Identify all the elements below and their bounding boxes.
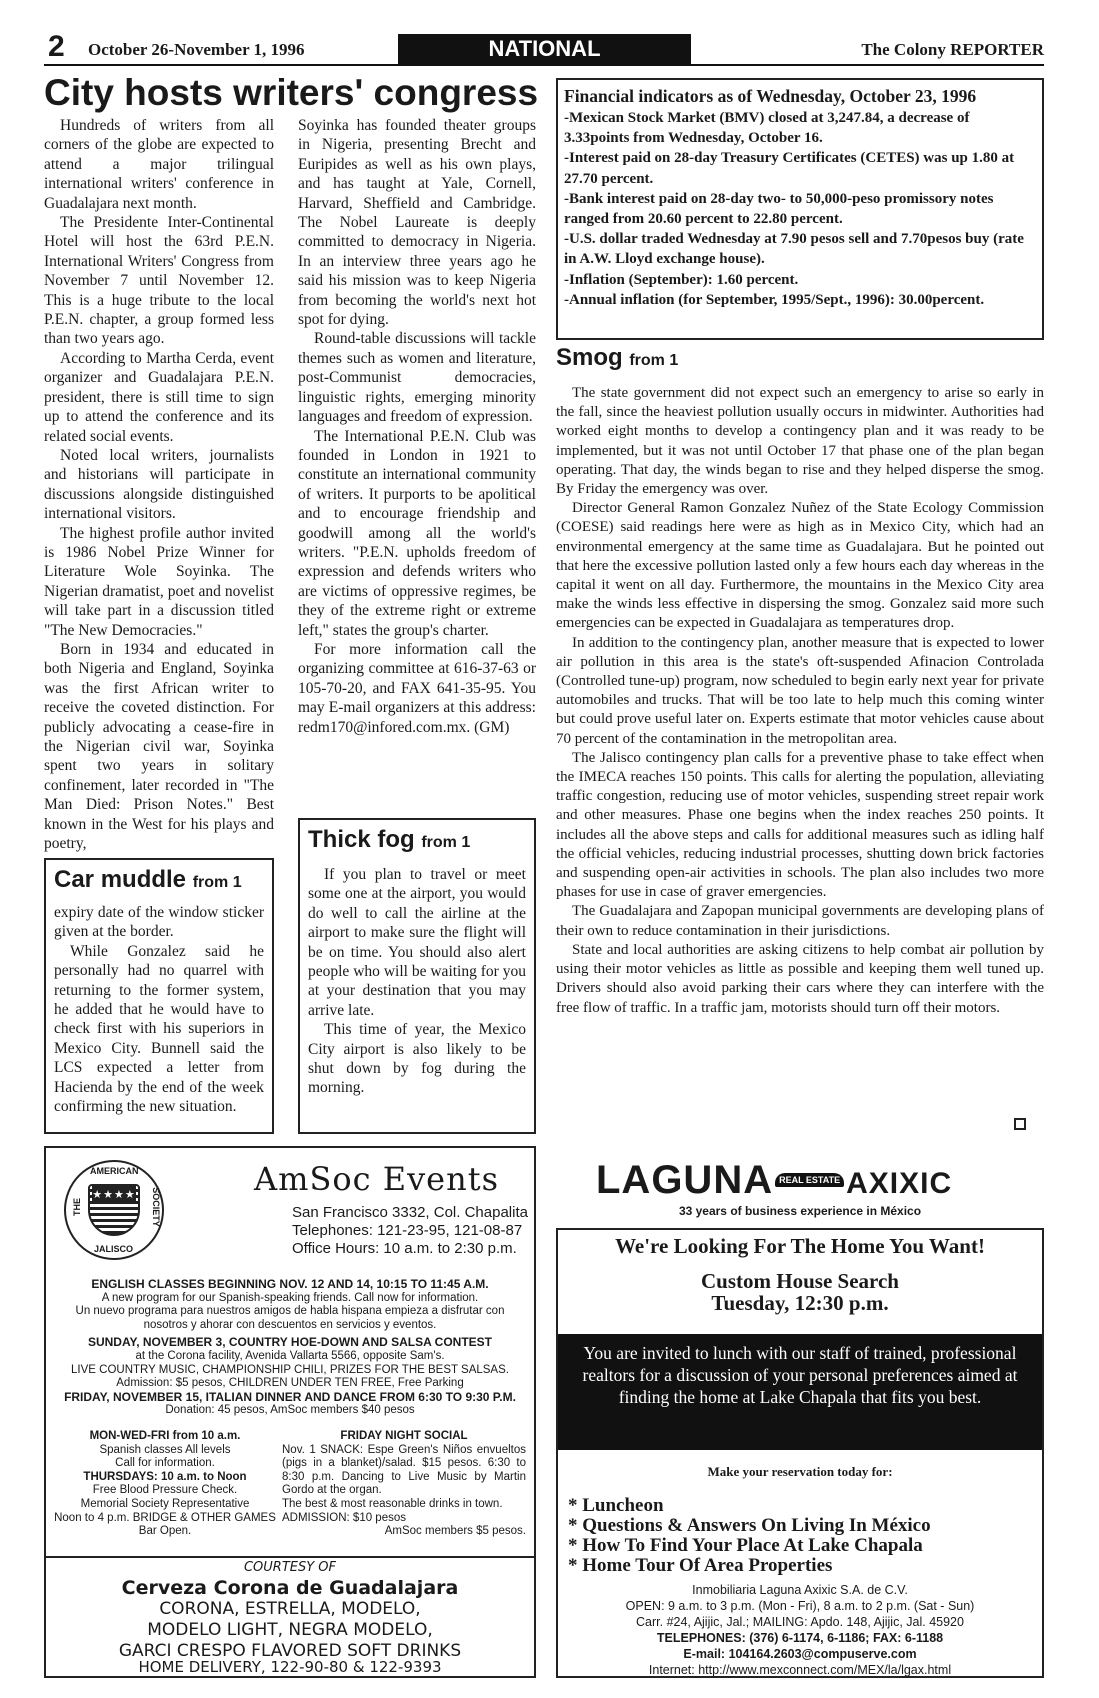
event-detail: Donation: 45 pesos, AmSoc members $40 pesos (165, 1404, 415, 1417)
company-name: Inmobiliaria Laguna Axixic S.A. de C.V. (692, 1583, 908, 1597)
end-mark-icon (1014, 1118, 1026, 1130)
event-detail: ADMISSION: $10 pesos (282, 1511, 406, 1524)
laguna-tagline: 33 years of business experience in México (678, 1204, 922, 1218)
indicator-item: -Inflation (September): 1.60 percent. (564, 271, 799, 288)
event-detail: LIVE COUNTRY MUSIC, CHAMPIONSHIP CHILI, PRIZES FOR THE BEST SALSAS. (71, 1363, 509, 1376)
paper-name: The Colony REPORTER (861, 40, 1044, 59)
smog-title: Smog (556, 344, 623, 371)
event-title: Custom House Search (701, 1269, 899, 1293)
event-detail: AmSoc members $5 pesos. (384, 1525, 526, 1538)
laguna-headline: We're Looking For The Home You Want! (615, 1234, 985, 1258)
sponsor-brands: CORONA, ESTRELLA, MODELO, (159, 1599, 421, 1619)
thick-fog-heading (308, 826, 526, 857)
article-paragraph: Soyinka has founded theater groups in Nigeria, presenting Brecht and Euripides as well as his own plays, and has taught at Yale, Cornell, Harvard, Sheffield and Cambridge. The Nobel Laureate is deeply committed to democracy in Nigeria. In an interview three years ago he said his mission was to keep Nigeria from becoming the world's next hot spot for dying. (298, 117, 536, 329)
jump-reference: from 1 (192, 874, 242, 891)
article-paragraph: If you plan to travel or meet some one at the airport, you would do well to call the airline at the airport to make sure the flight will be on time. You should also alert people who will be waiting for you at your destination that you may arrive late. (308, 866, 526, 1019)
list-item: * Luncheon (568, 1496, 1038, 1516)
article-paragraph: According to Martha Cerda, event organizer and Guadalajara P.E.N. president, there is still time to sign up to attend the conference and its related social events. (44, 349, 274, 445)
logo-word: LAGUNA (596, 1158, 774, 1202)
article-paragraph: Round-table discussions will tackle themes such as women and literature, post-Communist democracies, linguistic rights, emerging minority languages and freedom of expression. (298, 330, 536, 426)
event-time: Tuesday, 12:30 p.m. (711, 1291, 889, 1315)
office-hours: OPEN: 9 a.m. to 3 p.m. (Mon - Fri), 8 a.m. to 2 p.m. (Sat - Sun) (625, 1599, 975, 1613)
masthead (44, 30, 1044, 64)
list-item: * Home Tour Of Area Properties (568, 1556, 1038, 1576)
event-detail: Free Blood Pressure Check. (92, 1484, 238, 1497)
event-heading: ENGLISH CLASSES BEGINNING NOV. 12 AND 14, 10:15 TO 11:45 A.M. (91, 1277, 489, 1291)
article-paragraph: Noted local writers, journalists and historians will participate in discussions alongside distinguished international visitors. (44, 446, 274, 523)
event-detail: Memorial Society Representative (80, 1497, 250, 1510)
article-paragraph: In addition to the contingency plan, another measure that is expected to lower air pollution in this area is the state's oft-suspended Afinacion Controlada (Controlled tune-up) program, now scheduled to begin early next year for private automobiles and trucks. That will be too late to help much this coming winter but could prove useful later on. Experts estimate that motor vehicles cause about 70 percent of the contamination in the metropolitan area. (556, 634, 1044, 747)
event-detail: A new program for our Spanish-speaking friends. Call now for information. (101, 1291, 479, 1304)
amsoc-weekly-schedule (54, 1430, 276, 1539)
laguna-agenda (568, 1496, 1038, 1576)
thick-fog-title: Thick fog (308, 826, 415, 853)
seal-text-left: THE (72, 1198, 82, 1216)
article-paragraph: Hundreds of writers from all corners of the globe are expected to attend a major trilingual international writers' conference in Guadalajara next month. (44, 117, 274, 212)
office-website: Internet: http://www.mexconnect.com/MEX/la/lgax.html (648, 1663, 952, 1677)
car-muddle-heading (54, 866, 264, 897)
article-column-2 (298, 116, 536, 737)
event-heading: SUNDAY, NOVEMBER 3, COUNTRY HOE-DOWN AND SALSA CONTEST (87, 1335, 493, 1350)
list-item: * Questions & Answers On Living In México (568, 1516, 1038, 1536)
amsoc-address: San Francisco 3332, Col. Chapalita (292, 1204, 528, 1221)
smog-body (556, 384, 1044, 1018)
jump-reference: from 1 (421, 834, 471, 851)
office-address: Carr. #24, Ajijic, Jal.; MAILING: Apdo. 148, Ajijic, Jal. 45920 (636, 1615, 964, 1629)
seal-text-right: SOCIETY (150, 1187, 161, 1227)
indicator-item: -Bank interest paid on 28-day two- to 50,000-peso promissory notes ranged from 20.60 percent to 22.80 percent. (564, 190, 994, 228)
article-paragraph: The Guadalajara and Zapopan municipal governments are developing plans of their own to reduce contamination in their jurisdictions. (556, 903, 1044, 939)
home-delivery: HOME DELIVERY, 122-90-80 & 122-9393 (138, 1658, 442, 1676)
logo-tail: AXIXIC (846, 1167, 953, 1200)
article-paragraph: For more information call the organizing committee at 616-37-63 or 105-70-20, and FAX 641-35-95. You may E-mail organizers at this address: redm170@infored.com.mx. (GM) (298, 640, 536, 736)
laguna-reservation: Make your reservation today for: (707, 1464, 893, 1479)
article-paragraph: The Jalisco contingency plan calls for a preventive phase to take effect when the IMECA reaches 150 points. This calls for alerting the population, alleviating traffic congestion, reducing use of motor vehicles, suspending street repair work and other measures. Phase one begins when the index reaches 250 points. It includes all the above steps and calls for additional measures such as idling half the official vehicles, reducing industrial processes, shutting down brick factories and suspending open-air activities in schools. The plan also includes two more phases for use in case of graver emergencies. (556, 749, 1044, 901)
event-detail: Un nuevo programa para nuestros amigos de habla hispana empieza a disfrutar con nosotros y ahorar con descuentos en servicios y eventos. (75, 1305, 505, 1331)
amsoc-events-list (54, 1278, 526, 1418)
indicator-item: -Mexican Stock Market (BMV) closed at 3,247.84, a decrease of 3.33points from Wednesday, October 16. (564, 110, 970, 147)
amsoc-friday-social (282, 1430, 526, 1539)
masthead-rule (44, 64, 1044, 66)
article-paragraph: While Gonzalez said he personally had no quarrel with returning to the former system, he added that he would have to check first with his superiors in Mexico City. Bunnell said the LCS expected a letter from Hacienda by the end of the week confirming the new situation. (54, 942, 264, 1116)
sponsor-brands: GARCI CRESPO FLAVORED SOFT DRINKS (118, 1641, 462, 1661)
event-heading: THURSDAYS: 10 a.m. to Noon (83, 1470, 247, 1483)
article-column-1 (44, 116, 274, 853)
article-paragraph: expiry date of the window sticker given at the border. (54, 904, 264, 941)
issue-date: October 26-November 1, 1996 (88, 40, 305, 59)
article-paragraph: The state government did not expect such an emergency to arise so early in the fall, since the heaviest pollution usually occurs in midwinter. Authorities had worked eight months to develop a contingency plan and it was ready to be implemented, but it was not until October 17 that phase one of the plan began operating. That day, the winds began to rise and they helped disperse the smog. By Friday the emergency was over. (556, 385, 1044, 498)
amsoc-contact (292, 1204, 528, 1258)
car-muddle-box (44, 858, 274, 1134)
article-paragraph: Director General Ramon Gonzalez Nuñez of the State Ecology Commission (COESE) said readings here were as high as in Mexico City, which had an environmental emergency at the same time as Guadalajara. But he pointed out that here the excessive pollution lasted only a few hours each day whereas in the capital it went on all day. Furthermore, the mountains in the Mexico City area make the winds less effective in dispersing the smog. Gonzalez said more such emergencies can be expected in Guadalajara as temperatures drop. (556, 500, 1044, 632)
event-detail: Nov. 1 SNACK: Espe Green's Niños envueltos (pigs in a blanket)/salad. $15 pesos. 6:30 to 8:30 p.m. Dancing to Live Music by Martin Gordo at the organ. (282, 1443, 526, 1497)
seal-stars: ★★★★ (92, 1186, 136, 1204)
event-detail: Call for information. (115, 1457, 215, 1470)
event-detail: Bar Open. (138, 1525, 192, 1538)
article-paragraph: State and local authorities are asking citizens to help combat air pollution by using their motor vehicles as little as possible and keeping them well tuned up. Drivers should also avoid parking their cars where they can interfere with the free flow of traffic. In a traffic jam, motorists should turn off their motors. (556, 941, 1044, 1016)
seal-text-top: AMERICAN (90, 1166, 139, 1176)
article-paragraph: The Presidente Inter-Continental Hotel will host the 63rd P.E.N. International Writers' Congress from November 7 until November 12. This is a huge tribute to the local P.E.N. chapter, a group formed less than two years ago. (44, 214, 274, 348)
laguna-real-estate-ad (556, 1158, 1044, 1678)
amsoc-divider (46, 1556, 534, 1558)
event-detail: Spanish classes All levels (99, 1443, 231, 1456)
event-detail: The best & most reasonable drinks in town. (282, 1497, 503, 1510)
seal-text-bottom: JALISCO (94, 1244, 134, 1254)
amsoc-phones: Telephones: 121-23-95, 121-08-87 (292, 1222, 523, 1239)
indicator-item: -U.S. dollar traded Wednesday at 7.90 pesos sell and 7.70pesos buy (rate in A.W. Lloyd exchange house). (564, 231, 1024, 268)
article-paragraph: The International P.E.N. Club was founded in London in 1921 to constitute an international community of writers. It purports to be apolitical and to encourage friendship and goodwill among all the world's writers. "P.E.N. upholds freedom of expression and defends writers who are victims of oppressive regimes, be they of the extreme right or extreme left," states the group's charter. (298, 427, 536, 639)
smog-heading (556, 340, 1044, 375)
jump-reference: from 1 (629, 352, 679, 369)
event-heading: FRIDAY, NOVEMBER 15, ITALIAN DINNER AND DANCE FROM 6:30 TO 9:30 P.M. (64, 1389, 516, 1404)
event-detail: Admission: $5 pesos, CHILDREN UNDER TEN FREE, Free Parking (116, 1377, 464, 1390)
article-paragraph: This time of year, the Mexico City airport is also likely to be shut down by fog during the morning. (308, 1021, 526, 1097)
article-headline: City hosts writers' congress (44, 72, 539, 113)
laguna-event (558, 1270, 1042, 1314)
indicator-item: -Annual inflation (for September, 1995/Sept., 1996): 30.00percent. (564, 291, 985, 308)
article-paragraph: Born in 1934 and educated in both Nigeria and England, Soyinka was the first African writer to receive the coveted distinction. For publicly advocating a cease-fire in the Nigerian civil war, Soyinka spent two years in solitary confinement, later recorded in "The Man Died: Prison Notes." Best known in the West for his plays and poetry, (44, 640, 274, 853)
financial-indicators-box (556, 78, 1044, 340)
amsoc-events-ad (44, 1146, 536, 1678)
american-society-seal-icon (64, 1160, 164, 1260)
amsoc-hours: Office Hours: 10 a.m. to 2:30 p.m. (292, 1240, 517, 1257)
real-estate-badge: REAL ESTATE (775, 1173, 844, 1187)
indicator-item: -Interest paid on 28-day Treasury Certificates (CETES) was up 1.80 at 27.70 percent. (564, 150, 1015, 187)
page-number: 2 (48, 30, 65, 63)
thick-fog-box (298, 818, 536, 1134)
event-detail: Noon to 4 p.m. BRIDGE & OTHER GAMES (54, 1511, 276, 1524)
section-banner: NATIONAL (398, 34, 691, 64)
list-item: * How To Find Your Place At Lake Chapala (568, 1536, 1038, 1556)
amsoc-title: AmSoc Events (254, 1160, 499, 1198)
laguna-logo (596, 1158, 952, 1203)
event-heading: MON-WED-FRI from 10 a.m. (89, 1430, 241, 1442)
laguna-invitation: You are invited to lunch with our staff of trained, professional realtors for a discussion of your personal preferences aimed at finding the home at Lake Chapala that fits you best. (558, 1334, 1042, 1450)
financial-indicators-title: Financial indicators as of Wednesday, October 23, 1996 (564, 86, 977, 106)
courtesy-label: COURTESY OF (243, 1560, 337, 1575)
laguna-contact (558, 1582, 1042, 1678)
car-muddle-title: Car muddle (54, 866, 187, 893)
office-phones: TELEPHONES: (376) 6-1174, 6-1186; FAX: 6-1188 (656, 1631, 944, 1645)
laguna-ad-frame (556, 1228, 1044, 1678)
sponsor-name: Cerveza Corona de Guadalajara (121, 1577, 459, 1599)
event-heading: FRIDAY NIGHT SOCIAL (340, 1430, 468, 1442)
sponsor-block (46, 1578, 534, 1662)
sponsor-brands: MODELO LIGHT, NEGRA MODELO, (147, 1620, 433, 1640)
event-detail: at the Corona facility, Avenida Vallarta 5566, opposite Sam's. (135, 1349, 445, 1362)
office-email: E-mail: 104164.2603@compuserve.com (683, 1647, 917, 1661)
article-paragraph: The highest profile author invited is 1986 Nobel Prize Winner for Literature Wole Soyinka. The Nigerian dramatist, poet and novelist will take part in a discussion titled "The New Democracies." (44, 524, 274, 639)
